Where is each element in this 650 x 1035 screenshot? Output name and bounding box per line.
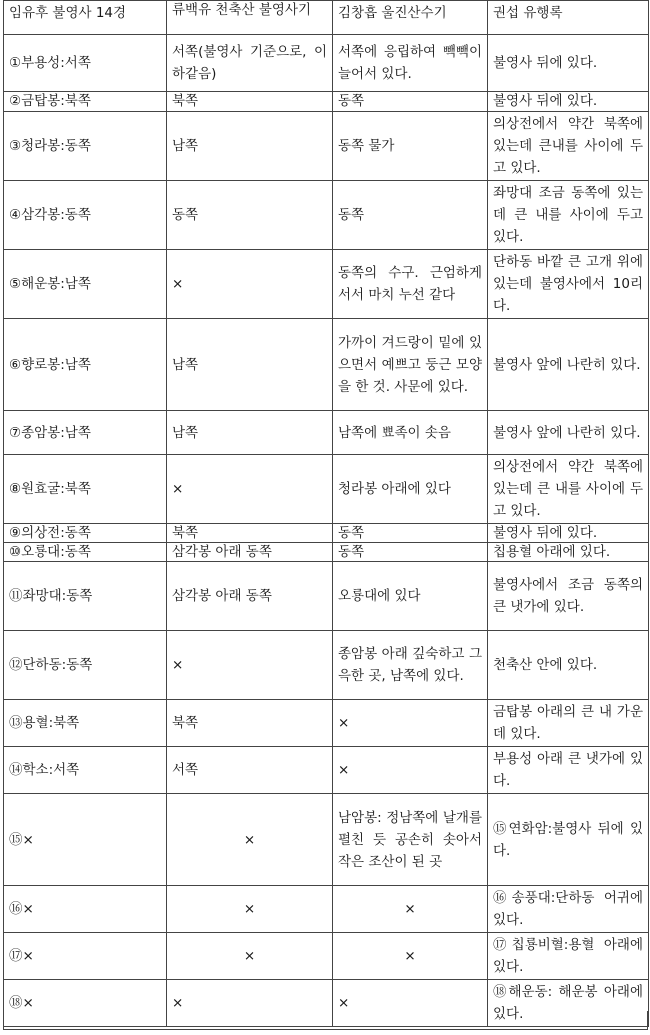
- table-cell: 불영사 뒤에 있다.: [488, 92, 649, 112]
- table-row: [4, 411, 649, 455]
- table-cell: ×: [167, 250, 333, 319]
- table-row: [4, 543, 649, 562]
- table-row: [4, 933, 649, 980]
- table-cell: ⑧원효굴:북쪽: [4, 455, 167, 524]
- table-cell: ⑮연화암:불영사 뒤에 있다.: [488, 794, 649, 886]
- table-cell: 동쪽: [333, 543, 488, 562]
- table-cell: 불영사 뒤에 있다.: [488, 524, 649, 543]
- table-cell: 서쪽에 응립하여 빽빽이 늘어서 있다.: [333, 35, 488, 92]
- table-cell: 불영사 뒤에 있다.: [488, 35, 649, 92]
- table-cell: ③청라봉:동쪽: [4, 112, 167, 181]
- table-cell: 의상전에서 약간 북쪽에 있는데 큰내를 사이에 두고 있다.: [488, 112, 649, 181]
- table-cell: 서쪽: [167, 747, 333, 794]
- table-cell: 의상전에서 약간 북쪽에 있는데 큰 내를 사이에 두고 있다.: [488, 455, 649, 524]
- table-row: [4, 319, 649, 411]
- table-cell: 동쪽: [333, 524, 488, 543]
- table-cell: ×: [167, 886, 333, 933]
- table-cell: ⑱해운동: 해운봉 아래에 있다.: [488, 980, 649, 1027]
- table-cell: 천축산 안에 있다.: [488, 631, 649, 700]
- table-row: [4, 747, 649, 794]
- table-cell: 단하동 바깥 큰 고개 위에 있는데 불영사에서 10리다.: [488, 250, 649, 319]
- header-cell: 김창흡 울진산수기: [333, 1, 488, 35]
- table-cell: ×: [167, 631, 333, 700]
- table-cell: ⑪좌망대:동쪽: [4, 562, 167, 631]
- table-row: [4, 700, 649, 747]
- table-cell: ⑥향로봉:남쪽: [4, 319, 167, 411]
- table-row: [4, 92, 649, 112]
- table-cell: 삼각봉 아래 동쪽: [167, 543, 333, 562]
- table-cell: ×: [333, 980, 488, 1027]
- table-cell: ⑰칩룡비혈:용혈 아래에 있다.: [488, 933, 649, 980]
- table-cell: 금탑봉 아래의 큰 내 가운데 있다.: [488, 700, 649, 747]
- table-cell: ④삼각봉:동쪽: [4, 181, 167, 250]
- header-cell: 류백유 천축산 불영사기: [167, 1, 333, 35]
- table-cell: ⑫단하동:동쪽: [4, 631, 167, 700]
- table-cell: 삼각봉 아래 동쪽: [167, 562, 333, 631]
- table-cell: 남쪽: [167, 411, 333, 455]
- table-cell: ⑤해운봉:남쪽: [4, 250, 167, 319]
- table-row: [4, 524, 649, 543]
- table-row: [4, 35, 649, 92]
- table-cell: ⑮×: [4, 794, 167, 886]
- table-cell: 불영사 앞에 나란히 있다.: [488, 319, 649, 411]
- table-row: [4, 886, 649, 933]
- table-row: [4, 181, 649, 250]
- table-cell: ⑩오룡대:동쪽: [4, 543, 167, 562]
- table-cell: 불영사에서 조금 동쪽의 큰 냇가에 있다.: [488, 562, 649, 631]
- table-cell: ⑱×: [4, 980, 167, 1027]
- table-cell: 서쪽(불영사 기준으로, 이하같음): [167, 35, 333, 92]
- table-cell: ×: [167, 794, 333, 886]
- table-cell: 종암봉 아래 깊숙하고 그윽한 곳, 남쪽에 있다.: [333, 631, 488, 700]
- table-row: [4, 562, 649, 631]
- header-row: [4, 1, 649, 35]
- table-cell: 동쪽: [167, 181, 333, 250]
- table-row: [4, 112, 649, 181]
- table-cell: ⑯송풍대:단하동 어귀에 있다.: [488, 886, 649, 933]
- table-row: [4, 794, 649, 886]
- table-cell: ⑰×: [4, 933, 167, 980]
- table-cell: ×: [333, 886, 488, 933]
- header-cell: 임유후 불영사 14경: [4, 1, 167, 35]
- table-cell: 남쪽에 뾰족이 솟음: [333, 411, 488, 455]
- table-footer-bar: [3, 1011, 648, 1030]
- table-cell: 동쪽: [333, 181, 488, 250]
- header-cell: 권섭 유행록: [488, 1, 649, 35]
- table-cell: ×: [167, 933, 333, 980]
- table-cell: ×: [333, 933, 488, 980]
- table-cell: ⑦종암봉:남쪽: [4, 411, 167, 455]
- table-cell: ×: [167, 980, 333, 1027]
- table-cell: ②금탑봉:북쪽: [4, 92, 167, 112]
- table-cell: ×: [333, 747, 488, 794]
- table-row: [4, 631, 649, 700]
- table-cell: ×: [167, 455, 333, 524]
- table-cell: 남쪽: [167, 319, 333, 411]
- table-cell: ①부용성:서쪽: [4, 35, 167, 92]
- table-cell: ⑭학소:서쪽: [4, 747, 167, 794]
- table-cell: 가까이 겨드랑이 밑에 있으면서 예쁘고 둥근 모양을 한 것. 사문에 있다.: [333, 319, 488, 411]
- table-cell: ⑨의상전:동쪽: [4, 524, 167, 543]
- table-cell: 부용성 아래 큰 냇가에 있다.: [488, 747, 649, 794]
- table-cell: 칩용혈 아래에 있다.: [488, 543, 649, 562]
- table-cell: 남쪽: [167, 112, 333, 181]
- table-cell: 북쪽: [167, 700, 333, 747]
- table-cell: 동쪽: [333, 92, 488, 112]
- table-cell: 오룡대에 있다: [333, 562, 488, 631]
- comparison-table: [3, 0, 649, 1027]
- table-cell: 북쪽: [167, 92, 333, 112]
- table-cell: ⑬용혈:북쪽: [4, 700, 167, 747]
- table-cell: 동쪽 물가: [333, 112, 488, 181]
- table-cell: 청라봉 아래에 있다: [333, 455, 488, 524]
- table-cell: ⑯×: [4, 886, 167, 933]
- table-row: [4, 455, 649, 524]
- table-cell: 남암봉: 정남쪽에 날개를 펼친 듯 공손히 솟아서 작은 조산이 된 곳: [333, 794, 488, 886]
- table-cell: 북쪽: [167, 524, 333, 543]
- table-cell: 동쪽의 수구. 근엄하게 서서 마치 누선 같다: [333, 250, 488, 319]
- table-cell: ×: [333, 700, 488, 747]
- table-cell: 좌망대 조금 동쪽에 있는데 큰 내를 사이에 두고 있다.: [488, 181, 649, 250]
- table-cell: 불영사 앞에 나란히 있다.: [488, 411, 649, 455]
- table-row: [4, 250, 649, 319]
